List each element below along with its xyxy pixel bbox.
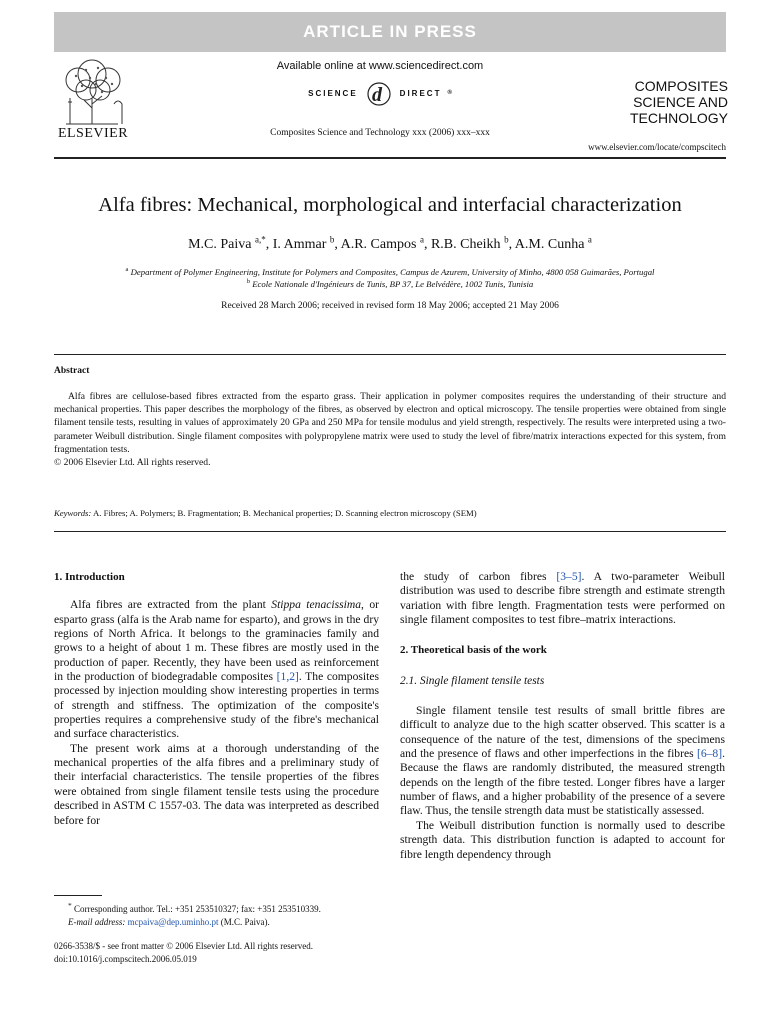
intro-paragraph-2: The present work aims at a thorough understanding of the mechanical properties of the alfa fibres and a preliminary study of their interfacial characteristics. The tensile properties of the fibres were obtained from single filament tensile tests using the procedure described in ASTM C 1557-03. The data was interpreted as described before for bbox=[54, 741, 379, 827]
species-name: Stippa tenacissima bbox=[271, 598, 362, 612]
publisher-name: ELSEVIER bbox=[57, 126, 129, 141]
abstract-paragraph: Alfa fibres are cellulose-based fibres extracted from the esparto grass. Their application in polymer composites requires the understanding of their structure and mechanical properties. This paper describes the morphology of the fibres, as observed by electron and optical microscopy. The tensile properties were obtained from single filament tensile tests, resulting in values of approximately 20 GPa and 250 MPa for tensile modulus and yield strength, respectively. The results were interpreted using a two-parameter Weibull distribution. Single filament composites with polypropylene matrix were used to study the level of fibre/matrix interactions expected for this system, from fragmentation tests. bbox=[54, 391, 726, 455]
sciencedirect-logo bbox=[230, 78, 530, 108]
reference-link[interactable]: [6–8] bbox=[696, 747, 723, 761]
journal-title: COMPOSITES SCIENCE AND TECHNOLOGY bbox=[629, 78, 728, 126]
reference-link[interactable]: [1,2] bbox=[276, 670, 299, 684]
abstract-body bbox=[54, 390, 726, 469]
header-rule bbox=[54, 157, 726, 159]
section-2-1-heading: 2.1. Single filament tensile tests bbox=[400, 674, 545, 687]
abstract-top-rule bbox=[54, 354, 726, 355]
article-in-press-banner: ARTICLE IN PRESS bbox=[54, 12, 726, 52]
email-label: E-mail address: bbox=[68, 917, 126, 927]
author: M.C. Paiva $^{a,*}$, bbox=[188, 234, 273, 252]
author bbox=[514, 234, 592, 252]
registered-mark: ® bbox=[447, 90, 452, 96]
author-name: A.R. Campos bbox=[340, 236, 417, 252]
affiliation-mark: b bbox=[246, 278, 251, 285]
keywords bbox=[54, 508, 726, 518]
section-2-heading: 2. Theoretical basis of the work bbox=[400, 644, 547, 657]
doi-line: doi:10.1016/j.compscitech.2006.05.019 bbox=[54, 954, 197, 964]
affiliation-b bbox=[54, 278, 726, 289]
article-title: Alfa fibres: Mechanical, morphological and interfacial characterization bbox=[98, 194, 682, 216]
continued-paragraph: the study of carbon fibres [3–5]. A two-parameter Weibull distribution was used to describe fibre strength and estimate strength variation with fibre length. Fragmentation tests were performed on single filament composites to test fibre–matrix interactions. bbox=[400, 570, 725, 627]
keywords-label: Keywords: bbox=[54, 508, 92, 518]
affiliation-text: Department of Polymer Engineering, Institute for Polymers and Composites, Campus de Azurem, University of Minho, 4800 058 Guimarães, Portugal bbox=[130, 266, 655, 277]
abstract-copyright: © 2006 Elsevier Ltd. All rights reserved. bbox=[54, 457, 211, 469]
email-link[interactable]: mcpaiva@dep.uminho.pt bbox=[127, 917, 219, 927]
author-affiliation-mark: b bbox=[504, 234, 509, 244]
author-list bbox=[54, 234, 726, 253]
svg-text:d: d bbox=[371, 84, 384, 106]
affiliation-a bbox=[54, 266, 726, 277]
introduction-heading: 1. Introduction bbox=[54, 571, 125, 583]
sciencedirect-header bbox=[230, 60, 530, 108]
sciencedirect-left: SCIENCE bbox=[308, 88, 358, 98]
author-affiliation-mark: a bbox=[419, 234, 424, 244]
section-2-1-paragraph-2: The Weibull distribution function is normally used to describe strength data. This distribution function is adapted to account for fibre length dependency through bbox=[400, 818, 725, 861]
author-affiliation-mark: b bbox=[329, 234, 335, 244]
journal-citation: Composites Science and Technology xxx (2006) xxx–xxx bbox=[270, 128, 490, 138]
author-name: I. Ammar bbox=[272, 236, 327, 252]
intro-paragraph-1: Alfa fibres are extracted from the plant Stippa tenacissima, or esparto grass (alfa is the Arab name for esparto), and grows in the dry regions of North Africa. It belongs to the graminacies family and grows to a height of about 1 m. These fibres are mostly used in the production of paper. Recently, they have been used as reinforcement in the production of biodegradable composites [1,2]. The composites processed by injection moulding show interesting properties in terms of strength and stiffness. The optimization of the composite's properties requires a comprehensive study of the fibre's mechanical and surface characteristics. bbox=[54, 598, 380, 741]
author: I. Ammar $^b$, bbox=[272, 234, 341, 252]
issn-line: 0266-3538/$ - see front matter © 2006 Elsevier Ltd. All rights reserved. bbox=[54, 941, 314, 951]
left-column bbox=[54, 570, 379, 828]
keywords-text: A. Fibres; A. Polymers; B. Fragmentation; B. Mechanical properties; D. Scanning electron microscopy (SEM) bbox=[93, 508, 477, 518]
front-matter-info bbox=[54, 940, 394, 966]
footnote-rule bbox=[54, 895, 102, 896]
sciencedirect-right: DIRECT bbox=[399, 88, 442, 98]
footnote: * Corresponding author. Tel.: +351 253510327; fax: +351 253510339. E-mail address: mcpaiva@dep.uminho.pt (M.C. Paiva). bbox=[68, 901, 321, 927]
affiliation-mark: a bbox=[125, 266, 129, 273]
author-name: M.C. Paiva bbox=[188, 236, 252, 252]
journal-url[interactable]: www.elsevier.com/locate/compscitech bbox=[588, 142, 726, 152]
right-column bbox=[400, 570, 725, 862]
author-name: A.M. Cunha bbox=[514, 236, 585, 252]
footnote-mark: * bbox=[68, 901, 72, 910]
author-affiliation-mark: a bbox=[587, 234, 592, 244]
abstract-heading: Abstract bbox=[54, 366, 90, 376]
author-affiliation-mark: a,* bbox=[254, 234, 266, 244]
abstract-bottom-rule bbox=[54, 531, 726, 532]
available-online-text: Available online at www.sciencedirect.com bbox=[276, 60, 484, 72]
author: A.R. Campos $^a$, bbox=[340, 234, 431, 252]
affiliation-text: Ecole Nationale d'Ingénieurs de Tunis, BP 37, Le Belvédère, 1002 Tunis, Tunisia bbox=[252, 278, 534, 289]
sciencedirect-d-icon bbox=[364, 78, 394, 108]
received-dates: Received 28 March 2006; received in revised form 18 May 2006; accepted 21 May 2006 bbox=[221, 301, 559, 311]
section-2-1-paragraph-1: Single filament tensile test results of small brittle fibres are difficult to analyze due to the high scatter observed. This scatter is a consequence of the nature of the test, dimensions of the specimens and the presence of flaws and other imperfections in the fibres [6–8]. Because the flaws are randomly distributed, the measured strength depends on the length of the fibre tested. Longer fibres have a larger number of flaws, and a higher probability of the presence of a severe flaw. Thus, the tensile strength data must be statistically assessed. bbox=[400, 704, 725, 818]
reference-link[interactable]: [3–5] bbox=[556, 570, 582, 583]
author: R.B. Cheikh $^b$, bbox=[430, 234, 515, 252]
corresponding-author: Corresponding author. Tel.: +351 253510327; fax: +351 253510339. bbox=[74, 904, 321, 914]
author-name: R.B. Cheikh bbox=[430, 236, 501, 252]
